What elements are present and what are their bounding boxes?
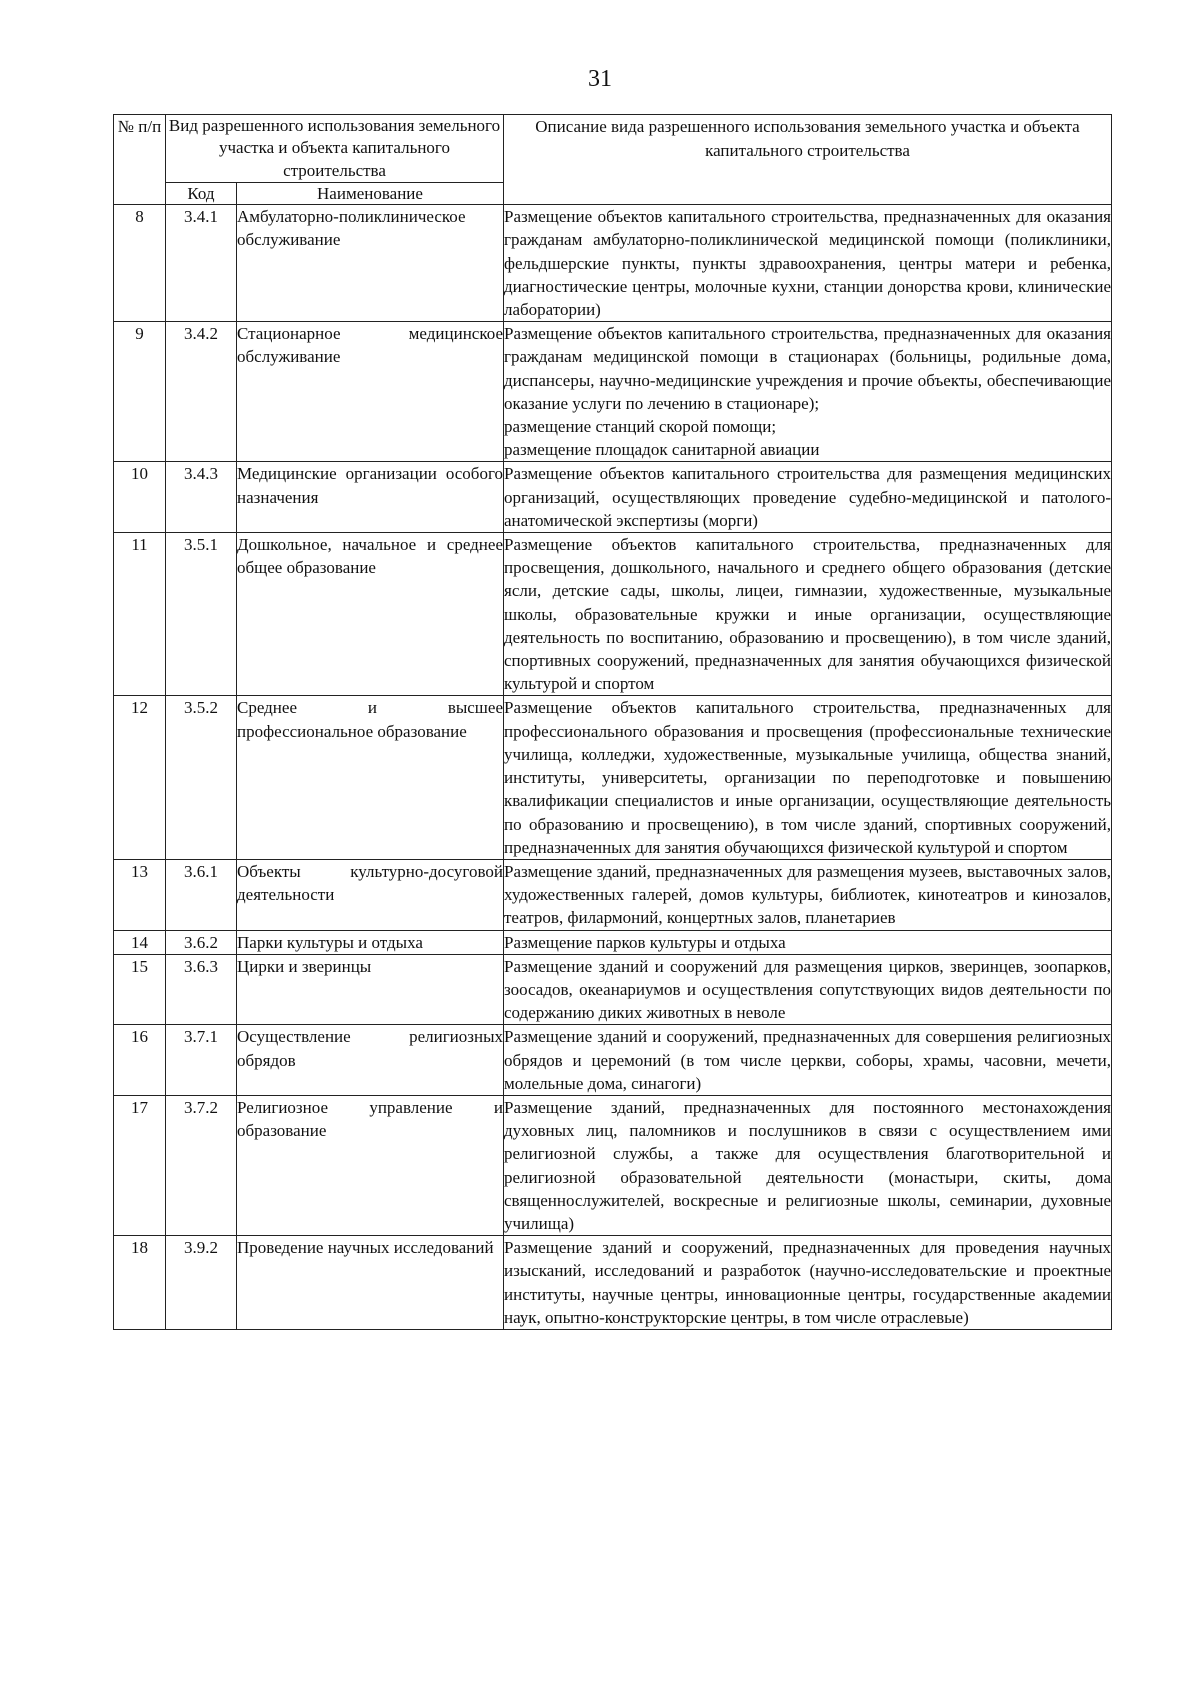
row-name: Осуществление религиозных обрядов [237,1025,504,1096]
row-code: 3.6.1 [166,859,237,930]
row-number: 13 [114,859,166,930]
land-use-table [113,114,1112,1330]
description-paragraph: Размещение объектов капитального строительства для размещения медицинских организаций, осуществляющих проведение судебно-медицинской и патолого-анатомической экспертизы (морги) [504,464,1111,530]
row-code: 3.6.2 [166,930,237,954]
row-number: 17 [114,1095,166,1235]
row-number: 8 [114,205,166,322]
description-paragraph: размещение площадок санитарной авиации [504,440,820,460]
description-paragraph: Размещение зданий, предназначенных для постоянного местонахождения духовных лиц, паломников и послушников в связи с осуществлением ими религиозной службы, а также для осуществления благотворительной и религиозной образовательной деятельности (монастыри, скиты, дома священнослужителей, воскресные и религиозные школы, семинарии, духовные училища) [504,1097,1111,1233]
row-code: 3.6.3 [166,954,237,1025]
header-use-type: Вид разрешенного использования земельного участка и объекта капитального строительства [166,115,504,183]
row-description [504,1236,1112,1330]
row-description [504,322,1112,462]
row-description [504,205,1112,322]
table-row [114,1025,1112,1096]
row-name: Цирки и зверинцы [237,954,504,1025]
row-number: 10 [114,462,166,533]
row-description [504,930,1112,954]
description-paragraph: размещение станций скорой помощи; [504,417,777,437]
row-description [504,954,1112,1025]
row-name: Проведение научных исследований [237,1236,504,1330]
description-paragraph: Размещение зданий, предназначенных для размещения музеев, выставочных залов, художественных галерей, домов культуры, библиотек, кинотеатров и кинозалов, театров, филармоний, концертных залов, планетариев [504,861,1111,928]
description-paragraph: Размещение зданий и сооружений, предназначенных для совершения религиозных обрядов и церемоний (в том числе церкви, соборы, храмы, часовни, мечети, молельные дома, синагоги) [504,1027,1111,1093]
row-name: Объекты культурно-досуговой деятельности [237,859,504,930]
row-number: 9 [114,322,166,462]
row-name: Амбулаторно-поликлиническое обслуживание [237,205,504,322]
row-number: 16 [114,1025,166,1096]
row-description [504,462,1112,533]
description-paragraph: Размещение зданий и сооружений, предназначенных для проведения научных изысканий, исследований и разработок (научно-исследовательские и проектные институты, научные центры, инновационные центры, государственные академии наук, опытно-конструкторские центры, в том числе отраслевые) [504,1238,1111,1327]
row-code: 3.5.2 [166,696,237,859]
header-code: Код [166,183,237,205]
table-row [114,322,1112,462]
row-number: 18 [114,1236,166,1330]
row-code: 3.4.1 [166,205,237,322]
description-paragraph: Размещение объектов капитального строительства, предназначенных для оказания гражданам медицинской помощи в стационарах (больницы, родильные дома, диспансеры, научно-медицинские учреждения и прочие объекты, обеспечивающие оказание услуги по лечению в стационаре); [504,324,1111,413]
row-code: 3.5.1 [166,533,237,696]
row-name: Дошкольное, начальное и среднее общее образование [237,533,504,696]
row-name: Медицинские организации особого назначения [237,462,504,533]
table-row [114,954,1112,1025]
row-number: 11 [114,533,166,696]
row-description [504,533,1112,696]
row-name: Среднее и высшее профессиональное образование [237,696,504,859]
table-row [114,696,1112,859]
table-header [114,115,1112,205]
row-name: Религиозное управление и образование [237,1095,504,1235]
row-number: 15 [114,954,166,1025]
table-row [114,533,1112,696]
row-description [504,1025,1112,1096]
row-number: 12 [114,696,166,859]
page-number: 31 [588,66,612,92]
table-row [114,1095,1112,1235]
table-body [114,205,1112,1330]
table-row [114,930,1112,954]
table-row [114,205,1112,322]
header-description: Описание вида разрешенного использования земельного участка и объекта капитального строительства [504,115,1112,205]
row-code: 3.7.1 [166,1025,237,1096]
table-row [114,1236,1112,1330]
table-row [114,859,1112,930]
row-number: 14 [114,930,166,954]
header-number: № п/п [114,115,166,205]
header-name: Наименование [237,183,504,205]
row-code: 3.4.3 [166,462,237,533]
row-name: Стационарное медицинское обслуживание [237,322,504,462]
table-row [114,462,1112,533]
description-paragraph: Размещение объектов капитального строительства, предназначенных для оказания гражданам амбулаторно-поликлинической медицинской помощи (поликлиники, фельдшерские пункты, пункты здравоохранения, центры матери и ребенка, диагностические центры, молочные кухни, станции донорства крови, клинические лаборатории) [504,207,1111,320]
row-code: 3.7.2 [166,1095,237,1235]
row-description [504,1095,1112,1235]
row-code: 3.9.2 [166,1236,237,1330]
row-name: Парки культуры и отдыха [237,930,504,954]
description-paragraph: Размещение объектов капитального строительства, предназначенных для просвещения, дошкольного, начального и среднего общего образования (детские ясли, детские сады, школы, лицеи, гимназии, художественные, музыкальные школы, образовательные кружки и иные организации, осуществляющие деятельность по воспитанию, образованию и просвещению), в том числе зданий, спортивных сооружений, предназначенных для занятия обучающихся физической культурой и спортом [504,535,1111,694]
description-paragraph: Размещение зданий и сооружений для размещения цирков, зверинцев, зоопарков, зоосадов, океанариумов и осуществления сопутствующих видов деятельности по содержанию диких животных в неволе [504,956,1111,1023]
description-paragraph: Размещение объектов капитального строительства, предназначенных для профессионального образования и просвещения (профессиональные технические училища, колледжи, художественные, музыкальные училища, общества знаний, институты, университеты, организации по переподготовке и повышению квалификации специалистов и иные организации, осуществляющие деятельность по образованию и просвещению), в том числе зданий, спортивных сооружений, предназначенных для занятия обучающихся физической культурой и спортом [504,698,1111,857]
row-description [504,696,1112,859]
row-description [504,859,1112,930]
description-paragraph: Размещение парков культуры и отдыха [504,932,786,952]
row-code: 3.4.2 [166,322,237,462]
